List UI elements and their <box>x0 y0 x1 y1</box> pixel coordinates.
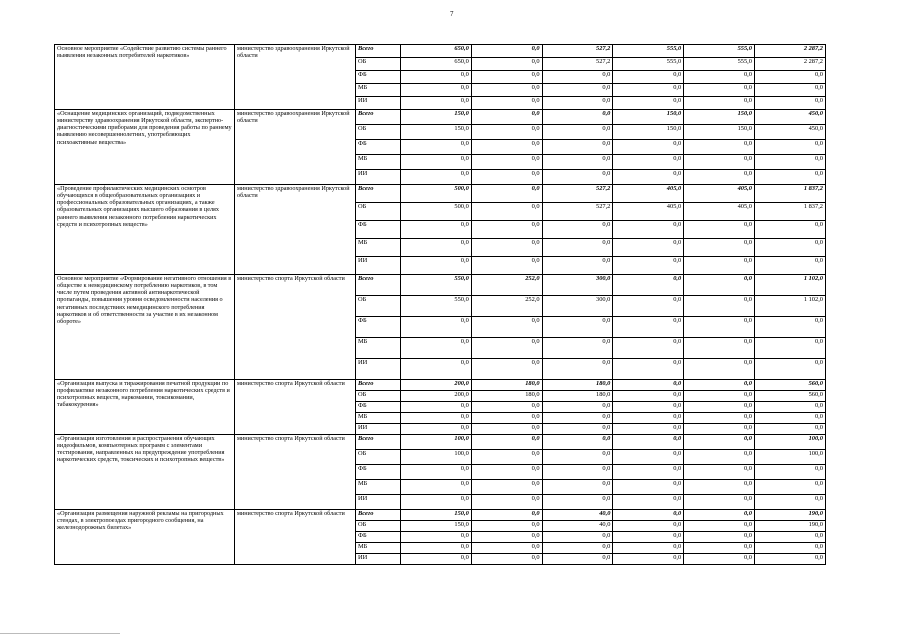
year-value: 555,0 <box>684 45 755 58</box>
year-value: 0,0 <box>613 554 684 565</box>
funding-source: ОБ <box>356 521 401 532</box>
year-value: 0,0 <box>684 257 755 275</box>
year-value: 0,0 <box>684 391 755 402</box>
year-value: 0,0 <box>401 155 472 170</box>
measure-executor: министерство здравоохранения Иркутской области <box>235 110 356 185</box>
year-value: 0,0 <box>684 465 755 480</box>
year-value: 0,0 <box>401 554 472 565</box>
year-value: 0,0 <box>471 413 542 424</box>
year-value: 100,0 <box>401 450 472 465</box>
total-value: 0,0 <box>754 140 825 155</box>
funding-source: ИИ <box>356 170 401 185</box>
table-row <box>55 510 826 521</box>
year-value: 527,2 <box>542 58 613 71</box>
year-value: 40,0 <box>542 521 613 532</box>
year-value: 0,0 <box>542 71 613 84</box>
total-value: 1 837,2 <box>754 203 825 221</box>
year-value: 0,0 <box>471 359 542 380</box>
year-value: 0,0 <box>684 170 755 185</box>
year-value: 0,0 <box>684 413 755 424</box>
year-value: 0,0 <box>684 97 755 110</box>
year-value: 150,0 <box>401 125 472 140</box>
year-value: 0,0 <box>471 203 542 221</box>
year-value: 0,0 <box>542 424 613 435</box>
measure-name: «Организация изготовления и распространения обучающих видеофильмов, компьютерных программ с элементами тестирования, направленных на предупреждение употребления наркотических средств, токсических и психотропных веществ» <box>55 435 235 510</box>
year-value: 0,0 <box>401 71 472 84</box>
year-value: 650,0 <box>401 45 472 58</box>
year-value: 0,0 <box>684 424 755 435</box>
year-value: 0,0 <box>613 450 684 465</box>
year-value: 0,0 <box>684 221 755 239</box>
year-value: 0,0 <box>471 532 542 543</box>
year-value: 0,0 <box>471 221 542 239</box>
year-value: 0,0 <box>542 402 613 413</box>
year-value: 150,0 <box>401 510 472 521</box>
year-value: 500,0 <box>401 185 472 203</box>
total-value: 0,0 <box>754 543 825 554</box>
total-value: 0,0 <box>754 532 825 543</box>
measure-name: «Оснащение медицинских организаций, подведомственных министерству здравоохранения Иркутской области, экспертно-диагностическими приборами для проведения работы по раннему выявлению несовершеннолетних, употребляющих психоактивные вещества» <box>55 110 235 185</box>
year-value: 0,0 <box>684 480 755 495</box>
measure-name: «Организация размещения наружной рекламы на пригородных стендах, в электропоездах пригородного сообщения, на железнодорожных билетах» <box>55 510 235 565</box>
funding-source: МБ <box>356 155 401 170</box>
year-value: 527,2 <box>542 203 613 221</box>
year-value: 0,0 <box>684 84 755 97</box>
funding-source: ФБ <box>356 402 401 413</box>
year-value: 40,0 <box>542 510 613 521</box>
funding-source: ФБ <box>356 532 401 543</box>
year-value: 0,0 <box>471 257 542 275</box>
footer-rule <box>0 633 120 634</box>
year-value: 150,0 <box>613 110 684 125</box>
year-value: 0,0 <box>401 239 472 257</box>
year-value: 0,0 <box>542 239 613 257</box>
funding-source: Всего <box>356 510 401 521</box>
year-value: 0,0 <box>401 257 472 275</box>
year-value: 0,0 <box>542 84 613 97</box>
total-value: 0,0 <box>754 317 825 338</box>
year-value: 0,0 <box>401 543 472 554</box>
year-value: 0,0 <box>471 450 542 465</box>
year-value: 150,0 <box>613 125 684 140</box>
total-value: 0,0 <box>754 170 825 185</box>
year-value: 0,0 <box>613 84 684 97</box>
funding-source: ФБ <box>356 221 401 239</box>
year-value: 0,0 <box>613 495 684 510</box>
year-value: 0,0 <box>471 239 542 257</box>
year-value: 650,0 <box>401 58 472 71</box>
funding-source: ОБ <box>356 58 401 71</box>
year-value: 0,0 <box>471 480 542 495</box>
year-value: 200,0 <box>401 380 472 391</box>
year-value: 0,0 <box>542 543 613 554</box>
year-value: 0,0 <box>542 125 613 140</box>
measure-executor: министерство спорта Иркутской области <box>235 380 356 435</box>
table-row <box>55 380 826 391</box>
table-row <box>55 185 826 203</box>
year-value: 0,0 <box>542 554 613 565</box>
year-value: 0,0 <box>471 140 542 155</box>
year-value: 0,0 <box>613 480 684 495</box>
year-value: 0,0 <box>471 402 542 413</box>
year-value: 0,0 <box>684 71 755 84</box>
year-value: 0,0 <box>684 317 755 338</box>
year-value: 527,2 <box>542 185 613 203</box>
year-value: 0,0 <box>684 338 755 359</box>
year-value: 0,0 <box>613 338 684 359</box>
funding-source: ИИ <box>356 424 401 435</box>
year-value: 300,0 <box>542 275 613 296</box>
year-value: 0,0 <box>613 359 684 380</box>
year-value: 0,0 <box>613 275 684 296</box>
total-value: 1 102,0 <box>754 275 825 296</box>
funding-source: Всего <box>356 380 401 391</box>
funding-source: Всего <box>356 45 401 58</box>
total-value: 100,0 <box>754 435 825 450</box>
total-value: 450,0 <box>754 125 825 140</box>
year-value: 0,0 <box>471 510 542 521</box>
year-value: 0,0 <box>471 125 542 140</box>
year-value: 0,0 <box>542 97 613 110</box>
year-value: 300,0 <box>542 296 613 317</box>
year-value: 0,0 <box>542 450 613 465</box>
funding-source: ИИ <box>356 97 401 110</box>
year-value: 0,0 <box>401 359 472 380</box>
year-value: 0,0 <box>401 338 472 359</box>
year-value: 100,0 <box>401 435 472 450</box>
total-value: 450,0 <box>754 110 825 125</box>
total-value: 0,0 <box>754 480 825 495</box>
year-value: 0,0 <box>684 543 755 554</box>
year-value: 0,0 <box>542 465 613 480</box>
measure-name: «Проведение профилактических медицинских осмотров обучающихся в общеобразовательных организациях и профессиональных образовательных организациях, а также образовательных организациях высшего образования в целях раннего выявления незаконного потребления наркотических средств и психотропных веществ» <box>55 185 235 275</box>
year-value: 150,0 <box>401 521 472 532</box>
year-value: 252,0 <box>471 275 542 296</box>
year-value: 0,0 <box>684 402 755 413</box>
year-value: 0,0 <box>684 155 755 170</box>
year-value: 0,0 <box>613 532 684 543</box>
year-value: 0,0 <box>542 359 613 380</box>
total-value: 560,0 <box>754 391 825 402</box>
total-value: 0,0 <box>754 257 825 275</box>
year-value: 0,0 <box>613 140 684 155</box>
year-value: 0,0 <box>542 140 613 155</box>
year-value: 0,0 <box>684 359 755 380</box>
year-value: 0,0 <box>401 317 472 338</box>
year-value: 0,0 <box>401 480 472 495</box>
funding-source: ИИ <box>356 257 401 275</box>
total-value: 100,0 <box>754 450 825 465</box>
year-value: 0,0 <box>471 465 542 480</box>
year-value: 555,0 <box>684 58 755 71</box>
year-value: 0,0 <box>684 495 755 510</box>
year-value: 0,0 <box>684 296 755 317</box>
measure-executor: министерство спорта Иркутской области <box>235 510 356 565</box>
year-value: 0,0 <box>613 170 684 185</box>
year-value: 0,0 <box>401 413 472 424</box>
year-value: 405,0 <box>613 185 684 203</box>
year-value: 0,0 <box>471 338 542 359</box>
funding-source: ФБ <box>356 71 401 84</box>
funding-source: ФБ <box>356 140 401 155</box>
year-value: 180,0 <box>471 391 542 402</box>
year-value: 0,0 <box>401 170 472 185</box>
budget-table <box>54 44 826 565</box>
year-value: 0,0 <box>401 140 472 155</box>
year-value: 405,0 <box>613 203 684 221</box>
measure-executor: министерство здравоохранения Иркутской области <box>235 45 356 110</box>
funding-source: ФБ <box>356 465 401 480</box>
year-value: 0,0 <box>401 402 472 413</box>
year-value: 0,0 <box>684 380 755 391</box>
year-value: 0,0 <box>471 435 542 450</box>
year-value: 0,0 <box>542 495 613 510</box>
year-value: 0,0 <box>613 413 684 424</box>
year-value: 0,0 <box>684 140 755 155</box>
total-value: 0,0 <box>754 465 825 480</box>
year-value: 0,0 <box>401 424 472 435</box>
total-value: 0,0 <box>754 495 825 510</box>
funding-source: МБ <box>356 480 401 495</box>
year-value: 0,0 <box>471 155 542 170</box>
year-value: 150,0 <box>401 110 472 125</box>
year-value: 0,0 <box>471 97 542 110</box>
year-value: 0,0 <box>471 317 542 338</box>
year-value: 0,0 <box>471 110 542 125</box>
year-value: 180,0 <box>542 391 613 402</box>
year-value: 150,0 <box>684 110 755 125</box>
year-value: 0,0 <box>471 45 542 58</box>
year-value: 0,0 <box>613 97 684 110</box>
year-value: 0,0 <box>471 554 542 565</box>
year-value: 0,0 <box>613 221 684 239</box>
year-value: 555,0 <box>613 58 684 71</box>
funding-source: Всего <box>356 275 401 296</box>
total-value: 0,0 <box>754 359 825 380</box>
total-value: 0,0 <box>754 84 825 97</box>
total-value: 2 287,2 <box>754 45 825 58</box>
year-value: 0,0 <box>684 450 755 465</box>
funding-source: ИИ <box>356 359 401 380</box>
total-value: 0,0 <box>754 338 825 359</box>
year-value: 0,0 <box>471 185 542 203</box>
total-value: 2 287,2 <box>754 58 825 71</box>
funding-source: МБ <box>356 338 401 359</box>
year-value: 0,0 <box>684 521 755 532</box>
year-value: 0,0 <box>542 155 613 170</box>
year-value: 0,0 <box>401 84 472 97</box>
year-value: 0,0 <box>613 435 684 450</box>
page-number: 7 <box>450 10 454 18</box>
year-value: 0,0 <box>613 402 684 413</box>
funding-source: Всего <box>356 110 401 125</box>
total-value: 0,0 <box>754 424 825 435</box>
year-value: 0,0 <box>542 221 613 239</box>
year-value: 0,0 <box>542 170 613 185</box>
year-value: 0,0 <box>684 275 755 296</box>
measure-executor: министерство спорта Иркутской области <box>235 435 356 510</box>
year-value: 0,0 <box>542 317 613 338</box>
funding-source: ФБ <box>356 317 401 338</box>
measure-name: Основное мероприятие «Содействие развитию системы раннего выявления незаконных потребителей наркотиков» <box>55 45 235 110</box>
year-value: 0,0 <box>613 521 684 532</box>
year-value: 200,0 <box>401 391 472 402</box>
year-value: 0,0 <box>542 110 613 125</box>
total-value: 190,0 <box>754 521 825 532</box>
year-value: 0,0 <box>401 221 472 239</box>
year-value: 0,0 <box>613 391 684 402</box>
year-value: 0,0 <box>613 296 684 317</box>
year-value: 555,0 <box>613 45 684 58</box>
funding-source: ОБ <box>356 125 401 140</box>
total-value: 0,0 <box>754 402 825 413</box>
year-value: 0,0 <box>613 239 684 257</box>
year-value: 0,0 <box>684 239 755 257</box>
funding-source: МБ <box>356 413 401 424</box>
year-value: 0,0 <box>542 480 613 495</box>
total-value: 1 102,0 <box>754 296 825 317</box>
year-value: 0,0 <box>471 543 542 554</box>
year-value: 0,0 <box>401 97 472 110</box>
year-value: 550,0 <box>401 275 472 296</box>
table-row <box>55 435 826 450</box>
year-value: 252,0 <box>471 296 542 317</box>
year-value: 0,0 <box>471 58 542 71</box>
funding-source: МБ <box>356 84 401 97</box>
year-value: 150,0 <box>684 125 755 140</box>
table-row <box>55 110 826 125</box>
total-value: 0,0 <box>754 413 825 424</box>
total-value: 0,0 <box>754 97 825 110</box>
year-value: 0,0 <box>613 71 684 84</box>
year-value: 0,0 <box>613 510 684 521</box>
year-value: 405,0 <box>684 185 755 203</box>
measure-name: Основное мероприятие «Формирование негативного отношения в обществе к немедицинскому потреблению наркотиков, в том числе путем проведения активной антинаркотической пропаганды, повышения уровня осведомленности населения о негативных последствиях немедицинского потребления наркотиков и об ответственности за участие в их незаконном обороте» <box>55 275 235 380</box>
year-value: 0,0 <box>613 543 684 554</box>
year-value: 0,0 <box>542 257 613 275</box>
year-value: 180,0 <box>542 380 613 391</box>
year-value: 0,0 <box>471 170 542 185</box>
budget-table-body <box>55 45 826 565</box>
total-value: 190,0 <box>754 510 825 521</box>
measure-executor: министерство здравоохранения Иркутской области <box>235 185 356 275</box>
year-value: 0,0 <box>401 495 472 510</box>
year-value: 0,0 <box>613 155 684 170</box>
year-value: 0,0 <box>471 521 542 532</box>
year-value: 500,0 <box>401 203 472 221</box>
year-value: 0,0 <box>471 71 542 84</box>
funding-source: ОБ <box>356 296 401 317</box>
total-value: 1 837,2 <box>754 185 825 203</box>
table-row <box>55 275 826 296</box>
year-value: 0,0 <box>613 317 684 338</box>
year-value: 0,0 <box>471 495 542 510</box>
measure-executor: министерство спорта Иркутской области <box>235 275 356 380</box>
total-value: 0,0 <box>754 155 825 170</box>
total-value: 0,0 <box>754 221 825 239</box>
funding-source: ИИ <box>356 495 401 510</box>
total-value: 0,0 <box>754 71 825 84</box>
year-value: 0,0 <box>684 532 755 543</box>
funding-source: ОБ <box>356 450 401 465</box>
year-value: 0,0 <box>613 380 684 391</box>
total-value: 0,0 <box>754 554 825 565</box>
year-value: 527,2 <box>542 45 613 58</box>
year-value: 0,0 <box>613 257 684 275</box>
year-value: 0,0 <box>613 424 684 435</box>
year-value: 0,0 <box>684 554 755 565</box>
funding-source: Всего <box>356 435 401 450</box>
funding-source: ОБ <box>356 203 401 221</box>
year-value: 550,0 <box>401 296 472 317</box>
year-value: 0,0 <box>684 510 755 521</box>
year-value: 0,0 <box>542 413 613 424</box>
total-value: 560,0 <box>754 380 825 391</box>
funding-source: ОБ <box>356 391 401 402</box>
funding-source: МБ <box>356 239 401 257</box>
funding-source: ИИ <box>356 554 401 565</box>
year-value: 0,0 <box>613 465 684 480</box>
year-value: 405,0 <box>684 203 755 221</box>
year-value: 0,0 <box>542 532 613 543</box>
year-value: 0,0 <box>401 465 472 480</box>
year-value: 0,0 <box>471 424 542 435</box>
measure-name: «Организация выпуска и тиражирования печатной продукции по профилактике незаконного потребления наркотических средств и психотропных веществ, наркомании, токсикомании, табакокурения» <box>55 380 235 435</box>
table-row <box>55 45 826 58</box>
funding-source: МБ <box>356 543 401 554</box>
year-value: 0,0 <box>401 532 472 543</box>
year-value: 0,0 <box>542 435 613 450</box>
funding-source: Всего <box>356 185 401 203</box>
year-value: 0,0 <box>542 338 613 359</box>
total-value: 0,0 <box>754 239 825 257</box>
year-value: 0,0 <box>684 435 755 450</box>
year-value: 180,0 <box>471 380 542 391</box>
year-value: 0,0 <box>471 84 542 97</box>
